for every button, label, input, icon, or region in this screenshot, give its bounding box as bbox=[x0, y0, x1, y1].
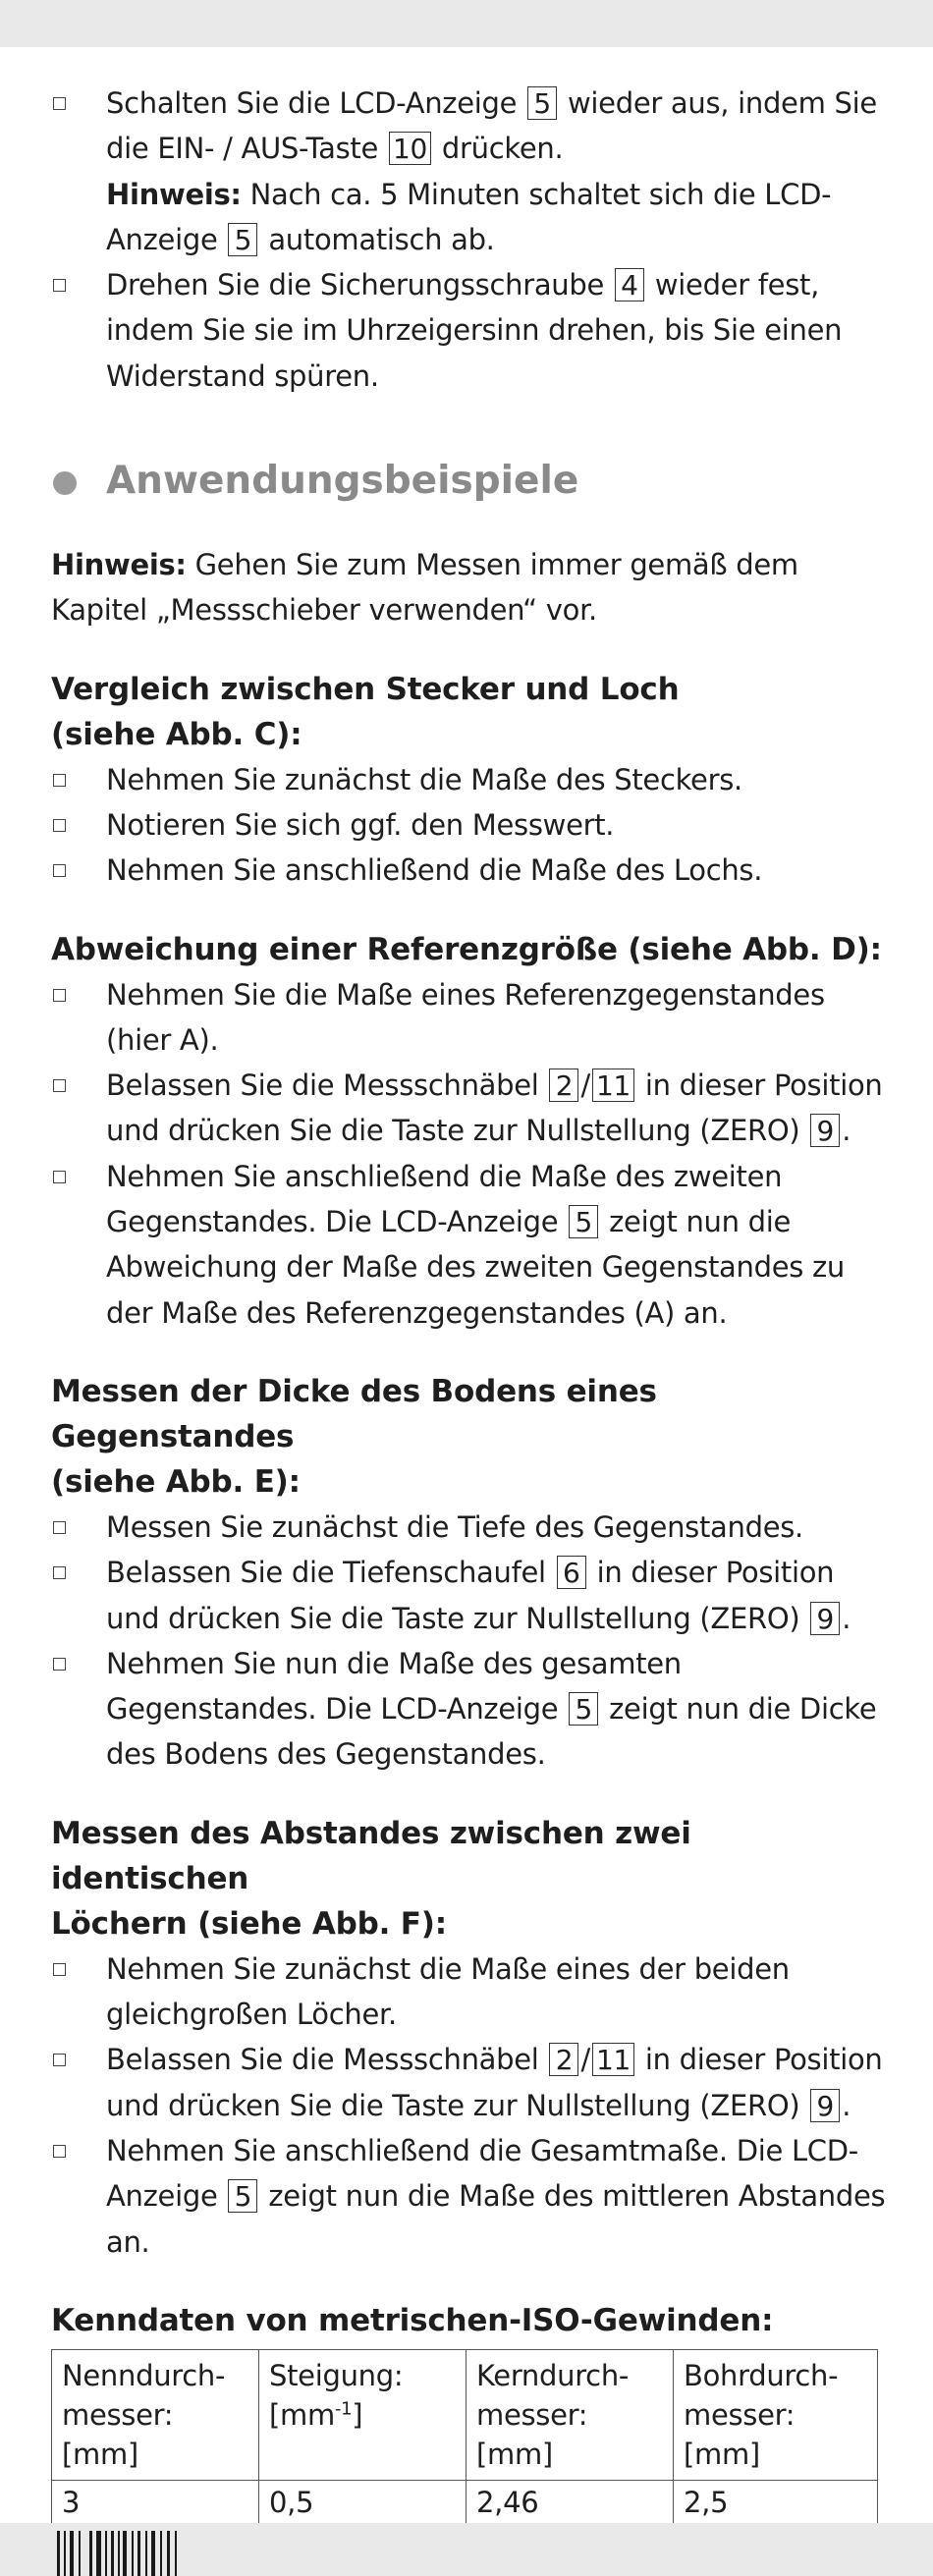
list-item: Nehmen Sie anschließend die Gesamtmaße. Die LCD-Anzeige 5 zeigt nun die Maße des mittleren Abstandes an. bbox=[51, 2128, 896, 2265]
list-item: Nehmen Sie zunächst die Maße eines der beiden gleichgroßen Löcher. bbox=[51, 1946, 896, 2038]
table-cell: 2,5 bbox=[674, 2480, 878, 2524]
subheading-f: Messen des Abstandes zwischen zwei identischen Löchern (siehe Abb. F): bbox=[51, 1815, 691, 1942]
checkbox-bullet-icon bbox=[53, 1963, 66, 1976]
checkbox-bullet-icon bbox=[53, 1171, 66, 1183]
table-cell: 2,46 bbox=[466, 2480, 674, 2524]
table-cell: 0,5 bbox=[259, 2480, 466, 2524]
table-row bbox=[52, 2480, 878, 2524]
checkbox-bullet-icon bbox=[53, 1521, 66, 1534]
part-ref: 9 bbox=[810, 1114, 840, 1147]
part-ref: 5 bbox=[569, 1205, 598, 1238]
subheading-d: Abweichung einer Referenzgröße (siehe Abb. D): bbox=[51, 931, 882, 967]
barcode-icon bbox=[57, 2531, 185, 2576]
checkbox-bullet-icon bbox=[53, 279, 66, 292]
part-ref: 5 bbox=[228, 2179, 257, 2213]
hint-note: Hinweis: Nach ca. 5 Minuten schaltet sich die LCD-Anzeige 5 automatisch ab. bbox=[106, 177, 832, 256]
table-cell: 3 bbox=[52, 2480, 259, 2524]
header-cell: Steigung: $[mm^{-1}]$ bbox=[259, 2349, 466, 2480]
part-ref: 4 bbox=[615, 268, 644, 301]
hint-label: Hinweis: bbox=[51, 548, 187, 582]
checkbox-bullet-icon bbox=[53, 1079, 66, 1092]
part-ref: 6 bbox=[557, 1556, 586, 1589]
part-ref: 2 bbox=[549, 1069, 578, 1102]
document-content bbox=[51, 81, 896, 2569]
checkbox-bullet-icon bbox=[53, 989, 66, 1002]
subheading-e: Messen der Dicke des Bodens eines Gegenstandes (siehe Abb. E): bbox=[51, 1373, 657, 1500]
top-page-margin bbox=[0, 0, 933, 47]
part-ref: 9 bbox=[810, 2089, 840, 2122]
list-item: Nehmen Sie die Maße eines Referenzgegenstandes (hier A). bbox=[51, 972, 896, 1064]
intro-hint: Hinweis: Gehen Sie zum Messen immer gemäß dem Kapitel „Messschieber verwenden“ vor. bbox=[51, 548, 798, 628]
part-ref: 11 bbox=[592, 1069, 634, 1102]
subheading-c: Vergleich zwischen Stecker und Loch (siehe Abb. C): bbox=[51, 671, 680, 752]
list-item: Nehmen Sie anschließend die Maße des zweiten Gegenstandes. Die LCD-Anzeige 5 zeigt nun die Abweichung der Maße des zweiten Gegenstandes zu der Maße des Referenzgegenstandes (A) an. bbox=[51, 1154, 896, 1336]
header-cell: Nenndurch- messer: [mm] bbox=[52, 2349, 259, 2480]
part-ref: 11 bbox=[592, 2043, 634, 2076]
part-ref: 5 bbox=[228, 223, 257, 256]
checkbox-bullet-icon bbox=[53, 819, 66, 832]
list-item: Belassen Sie die Tiefenschaufel 6 in dieser Position und drücken Sie die Taste zur Nullstellung (ZERO) 9 . bbox=[51, 1550, 896, 1641]
checkbox-bullet-icon bbox=[53, 97, 66, 110]
checkbox-bullet-icon bbox=[53, 1566, 66, 1579]
list-item: Messen Sie zunächst die Tiefe des Gegenstandes. bbox=[51, 1505, 896, 1550]
part-ref: 9 bbox=[810, 1602, 840, 1635]
list-item: Drehen Sie die Sicherungsschraube 4 wieder fest, indem Sie sie im Uhrzeigersinn drehen, bis Sie einen Widerstand spüren. bbox=[51, 262, 896, 399]
bullet-dot-icon bbox=[53, 471, 77, 495]
list-item: Belassen Sie die Messschnäbel 2 / 11 in dieser Position und drücken Sie die Taste zur Nullstellung (ZERO) 9 . bbox=[51, 1063, 896, 1154]
table-heading: Kenndaten von metrischen-ISO-Gewinden: bbox=[51, 2302, 774, 2338]
hint-label: Hinweis: bbox=[106, 177, 242, 211]
list-item: Nehmen Sie nun die Maße des gesamten Gegenstandes. Die LCD-Anzeige 5 zeigt nun die Dicke des Bodens des Gegenstandes. bbox=[51, 1641, 896, 1778]
table-header-row bbox=[52, 2349, 878, 2480]
list-item: Nehmen Sie zunächst die Maße des Steckers. bbox=[51, 757, 896, 802]
part-ref: 2 bbox=[549, 2043, 578, 2076]
checkbox-bullet-icon bbox=[53, 2054, 66, 2066]
checkbox-bullet-icon bbox=[53, 774, 66, 787]
header-cell: Bohrdurch- messer: [mm] bbox=[674, 2349, 878, 2480]
header-cell: Kerndurch- messer: [mm] bbox=[466, 2349, 674, 2480]
list-item: Schalten Sie die LCD-Anzeige 5 wieder aus, indem Sie die EIN- / AUS-Taste 10 drücken. bbox=[51, 81, 896, 172]
part-ref: 5 bbox=[527, 86, 557, 120]
checkbox-bullet-icon bbox=[53, 2145, 66, 2158]
list-item: Nehmen Sie anschließend die Maße des Lochs. bbox=[51, 848, 896, 893]
list-item: Belassen Sie die Messschnäbel 2 / 11 in dieser Position und drücken Sie die Taste zur Nullstellung (ZERO) 9 . bbox=[51, 2037, 896, 2128]
list-item: Notieren Sie sich ggf. den Messwert. bbox=[51, 802, 896, 848]
checkbox-bullet-icon bbox=[53, 1658, 66, 1671]
section-title: Anwendungsbeispiele bbox=[51, 452, 896, 511]
part-ref: 10 bbox=[389, 132, 431, 165]
part-ref: 5 bbox=[569, 1692, 598, 1726]
checkbox-bullet-icon bbox=[53, 864, 66, 877]
